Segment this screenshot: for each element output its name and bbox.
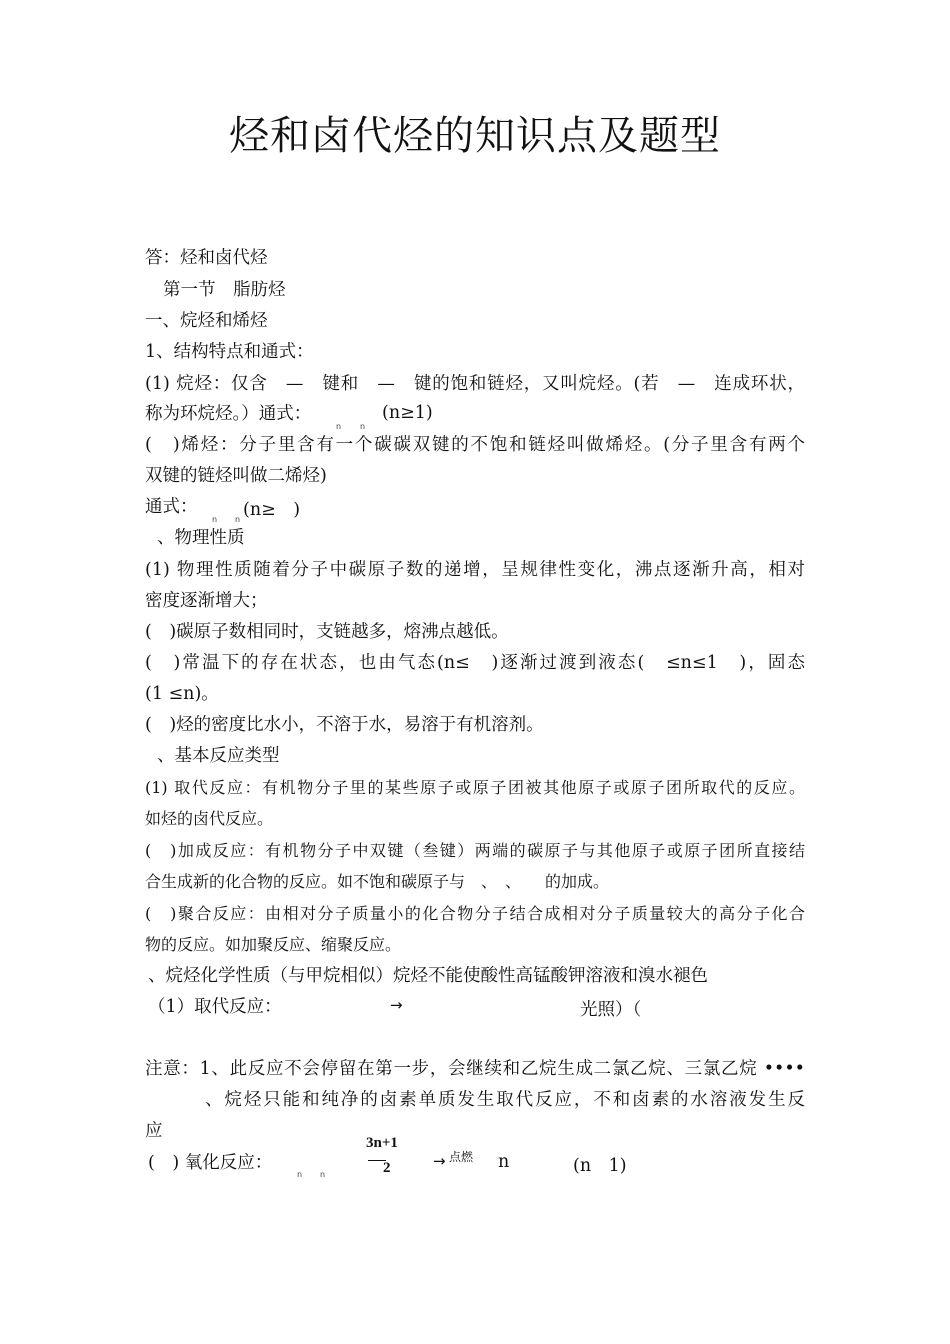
note-line: 注意：1、此反应不会停留在第一步，会继续和乙烷生成二氯乙烷、三氯乙烷 ••••	[145, 1059, 805, 1079]
subscript: n	[235, 515, 241, 524]
paragraph-line: ( )聚合反应：由相对分子质量小的化合物分子结合成相对分子质量较大的高分子化合	[145, 904, 805, 923]
paragraph-line: ( )碳原子数相同时，支链越多，熔沸点越低。	[145, 622, 509, 642]
formula-condition: (n≥ )	[243, 500, 301, 520]
subscript: n	[212, 515, 218, 524]
section-heading: 第一节 脂肪烃	[163, 280, 286, 300]
reaction-condition: 点燃	[449, 1150, 474, 1164]
reaction-arrow: →	[390, 996, 403, 1014]
reaction-arrow: →	[433, 1152, 446, 1170]
paragraph-line: 密度逐渐增大；	[145, 591, 268, 611]
paragraph-line: 如烃的卤代反应。	[145, 809, 274, 828]
paragraph-line: ( )加成反应：有机物分子中双键（叁键）两端的碳原子与其他原子或原子团所直接结	[145, 841, 805, 860]
page-title: 烃和卤代烃的知识点及题型	[229, 113, 721, 159]
paragraph-line: 称为环烷烃。）通式：	[145, 404, 312, 424]
subscript: n	[297, 1170, 303, 1179]
paragraph-line: 、烷烃化学性质（与甲烷相似）烷烃不能使酸性高锰酸钾溶液和溴水褪色	[148, 966, 708, 986]
paragraph-line: ( ) 氧化反应：	[148, 1153, 273, 1173]
subscript: n	[360, 422, 366, 431]
paragraph-line: (1 ≤n)。	[145, 684, 219, 704]
paragraph-line: ( )烃的密度比水小，不溶于水，易溶于有机溶剂。	[145, 715, 544, 735]
paragraph-line: 双键的链烃叫做二烯烃)	[145, 466, 327, 486]
formula-condition: (n 1)	[573, 1156, 627, 1176]
paragraph-line: ( )常温下的存在状态，也由气态(n≤ )逐渐过渡到液态( ≤n≤1 )，固态	[145, 653, 805, 673]
subsection-heading: 一、烷烃和烯烃	[145, 311, 268, 331]
subscript: n	[336, 422, 342, 431]
paragraph-line: 物的反应。如加聚反应、缩聚反应。	[145, 935, 402, 954]
paragraph-line: 通式：	[145, 497, 198, 517]
fraction-numerator: 3n+1	[366, 1135, 398, 1151]
paragraph-line: (1) 烷烃：仅含 — 键和 — 键的饱和链烃，又叫烷烃。(若 — 连成环状，	[145, 374, 805, 394]
subsection-heading: 、基本反应类型	[157, 746, 280, 766]
formula-condition: (n≥1)	[382, 403, 433, 423]
answer-heading: 答：烃和卤代烃	[145, 248, 268, 268]
note-line: 、烷烃只能和纯净的卤素单质发生取代反应，不和卤素的水溶液发生反	[205, 1090, 805, 1110]
fraction-denominator: 2	[383, 1160, 391, 1176]
reaction-condition: 光照）（	[580, 1000, 642, 1020]
note-line: 应	[145, 1121, 163, 1141]
paragraph-line: 1、结构特点和通式：	[145, 342, 314, 362]
paragraph-line: (1) 取代反应：有机物分子里的某些原子或原子团被其他原子或原子团所取代的反应。	[145, 778, 805, 797]
subscript: n	[320, 1170, 326, 1179]
formula-term: n	[498, 1152, 510, 1172]
paragraph-line: 合生成新的化合物的反应。如不饱和碳原子与 、 、 的加成。	[145, 872, 610, 891]
paragraph-line: (1) 物理性质随着分子中碳原子数的递增，呈规律性变化，沸点逐渐升高，相对	[145, 560, 805, 580]
paragraph-line: ( )烯烃：分子里含有一个碳碳双键的不饱和链烃叫做烯烃。(分子里含有两个	[145, 435, 805, 455]
paragraph-line: （1）取代反应：	[148, 997, 282, 1017]
subsection-heading: 、物理性质	[157, 528, 245, 548]
